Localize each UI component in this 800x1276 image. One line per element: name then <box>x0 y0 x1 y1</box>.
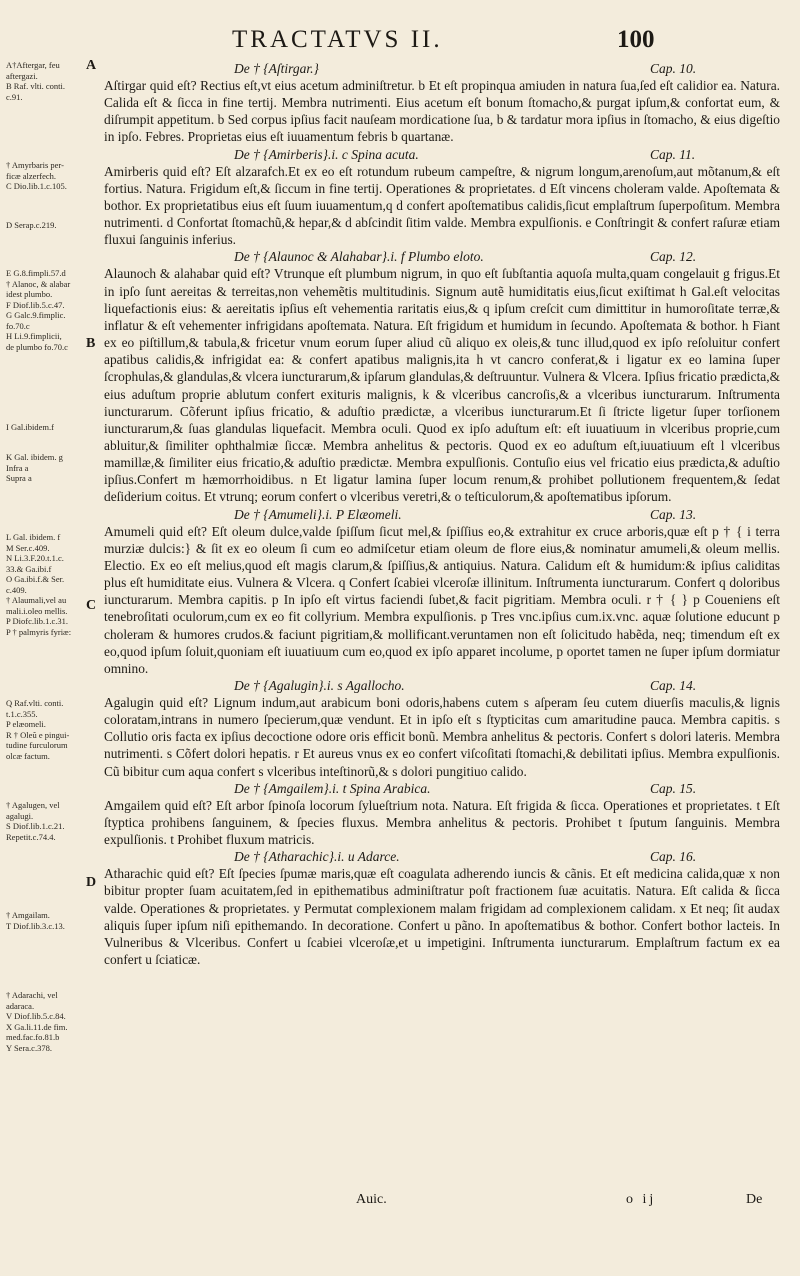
left-margin-notes <box>6 58 97 1210</box>
entry-body: Aſtirgar quid eſt? Rectius eſt,vt eius acetum adminiſtretur. b Et eſt propinqua amiuden in natura ſua,ſed eſt calidior ea. Natura. Calida eſt & ſicca in fine tertij. Membra nutrimenti. Eius acetum eſt bonum ſtomacho,& purgat ipſum,& confortat eum, & diſrumpit appetitum. b Sed corpus ipſius facit nauſeam mordicatione ſua, b & tardatur mora ipſius in ſtomacho, & eius digeſtio in ipſo. Febres. Proprietas eius eſt iuuamentum febris b quartanæ. <box>104 78 780 145</box>
entry-heading <box>104 248 780 265</box>
chapter-number: Cap. 16. <box>650 849 697 865</box>
catchword: Auic. <box>356 1192 387 1207</box>
margin-note: E G.8.fimpli.57.d † Alanoc, & alabar idest plumbo. F Diof.lib.5.c.47. G Galc.9.fimplic. fo.70.c H Li.9.fimplicii, de plumbo fo.70.c <box>6 268 71 352</box>
margin-note: L Gal. ibidem. f M Ser.c.409. N Li.3.F.20.t.1.c. 33.& Ga.ibi.f O Ga.ibi.f.& Ser. c.409. † Alaumali,vel au mali.i.oleo mellis. P Diofc.lib.1.c.31. P † palmyris fyriæ: <box>6 532 72 637</box>
margin-note: I Gal.ibidem.f <box>6 422 54 432</box>
entry-amirberis <box>104 146 780 249</box>
folio-number: 100 <box>617 26 655 53</box>
chapter-number: Cap. 10. <box>650 61 697 76</box>
entry-atharachic <box>104 848 780 968</box>
entry-body: Amirberis quid eſt? Eſt alzarafch.Et ex eo eſt rotundum rubeum campeſtre, & nigrum longum,arenoſum,aut mõtanum,& eſt fortius. Natura. Frigidum eſt,& ſiccum in fine tertij. Operationes & proprietates. d Eſt vincens choleram valde. Apoſtemata & bothor. Ex proprietatibus eius eſt ſuum iuuamentum,q d confert apoſtematibus calidis,ſicut emplaſtrum ſuperpoſitum. Membra nutrimenti. d Confortat ſtomachũ,& hepar,& d abſcindit ſitim valde. Membra expulſionis. e Conſtringit & confert raſuræ etiam fluxui ſanguinis inferius. <box>104 163 780 248</box>
entry-title: De † {Aſtirgar.} <box>234 61 319 76</box>
signature-mark: o ij <box>626 1192 657 1207</box>
entry-body: Agalugin quid eſt? Lignum indum,aut arabicum boni odoris,habens cutem s aſperam ſeu cutem diuerſis maculis,& lignis coloratam,intrans in numero ſpecierum,quæ vendunt. Et in ipſo eſt s ſtypticitas cum amaritudine pauca. Membra capitis. s Collutio oris facta ex ipſius decoctione odore oris efficit bonũ. Membra anhelitus & pectoris. Confert s dolori lateris. Membra nutrimenti. s Cõfert dolori hepatis. r Et aureus vnus ex eo confert viſcoſitati ſtomachi,& debilitati ipſius. Membra expulſionis. Cũ bibitur cum aqua confert s vlceribus inteſtinorũ,& s dolori pungitiuo calido. <box>104 695 780 779</box>
entry-heading <box>104 780 780 797</box>
catchword-right: De <box>746 1192 763 1207</box>
margin-letter-a: A <box>86 58 97 73</box>
entry-body: Atharachic quid eſt? Eſt ſpecies ſpumæ maris,quæ eſt coagulata adherendo iuncis & cãnis. Et eſt medicina calida,quæ x non bibitur propter ſuam acuitatem,ſed in epithematibus adminiſtratur poſt fractionem ſuæ acuitatis. Natura. Eſt calida & ſicca valde. Operationes & proprietates. y Permutat complexionem malam frigidam ad complexionem calidam. x Et neq; ſit audax aliquis ſuper ipſum niſi epithemando. In decoratione. Confert u pãno. In apoſtematibus & bothor. Confert bothor lacteis. In Vulneribus & Vlceribus. Confert u ſcabiei vlceroſæ,et u impetigini. Inſtrumenta iuncturarum. Emplaſtrum factum ex ea confert u ſciaticæ. <box>104 866 780 968</box>
margin-note: D Serap.c.219. <box>6 220 57 230</box>
page-footer <box>0 1192 800 1212</box>
chapter-number: Cap. 15. <box>650 780 697 796</box>
entry-amumeli <box>104 506 780 677</box>
margin-note: † Adarachi, vel adaraca. V Diof.lib.5.c.84. X Ga.li.11.de fim. med.fac.fo.81.b Y Sera.c.378. <box>6 990 68 1053</box>
main-text-column <box>104 60 780 968</box>
chapter-number: Cap. 13. <box>650 506 697 522</box>
entry-astirgar <box>104 60 780 146</box>
margin-note: † Amyrbaris per- ficæ alzerfech. C Dio.lib.1.c.105. <box>6 160 67 191</box>
entry-heading <box>104 677 780 694</box>
entry-alaunoc <box>104 248 780 505</box>
chapter-number: Cap. 11. <box>650 146 696 162</box>
margin-note: † Amgailam. T Diof.lib.3.c.13. <box>6 910 65 931</box>
running-header <box>0 26 800 60</box>
chapter-number: Cap. 12. <box>650 249 697 265</box>
margin-note: A†Aftergar, feu aftergazi. B Raf. vlti. conti. c.91. <box>6 60 66 102</box>
entry-title: De † {Amumeli}.i. P Elæomeli. <box>234 506 402 522</box>
chapter-number: Cap. 14. <box>650 678 697 693</box>
margin-letter-b: B <box>86 336 96 351</box>
entry-title: De † {Amgailem}.i. t Spina Arabica. <box>234 780 431 796</box>
entry-heading <box>104 146 780 163</box>
margin-letter-d: D <box>86 875 97 890</box>
running-title: TRACTATVS II. <box>232 26 443 53</box>
margin-note: K Gal. ibidem. g Infra a Supra a <box>6 452 63 483</box>
entry-title: De † {Agalugin}.i. s Agallocho. <box>234 678 405 693</box>
entry-agalugin <box>104 677 780 780</box>
margin-note: † Agalugen, vel agalugi. S Diof.lib.1.c.21. Repetit.c.74.4. <box>6 800 65 842</box>
margin-note: Q Raf.vlti. conti. t.1.c.355. P elæomeli. R † Oleũ e pingui- tudine furculorum olcæ factum. <box>6 698 70 761</box>
entry-title: De † {Atharachic}.i. u Adarce. <box>234 849 400 865</box>
entry-heading <box>104 506 780 523</box>
entry-amgailem <box>104 780 780 848</box>
entry-body: Amumeli quid eſt? Eſt oleum dulce,valde ſpiſſum ſicut mel,& ſpiſſius eo,& extrahitur ex cruce arboris,quæ eſt p † { i terra murziæ dulcis:} & ſit ex eo oleum ſi cum eo admiſcetur etiam oleum de flore eius,& nominatur amumeli,& oleum mellis. Electio. Ex eo eſt melius,quod eſt magis clarum,& ſpiſſius,& antiquius. Natura. Calidum eſt & humidum:& ipſius caliditas plus eſt humiditate eius. Vulnera & Vlcera. q Confert ſcabiei vlceroſæ illinitum. Inſtrumenta iuncturarum. Confert q doloribus iuncturarum. Membra capitis. p In ipſo eſt virtus faciendi ſubet,& facit pigritiam. Membra oculi. r † { } p Coueniens eſt tenebroſitati oculorum,cum ex eo fit collyrium. Membra expulſionis. p Tres vnc.ipſius cum.ix.vnc. aquæ ſolutione educunt p choleram & humores crudos.& faciunt pigritiam,& mollificant.veruntamen non eſt ſolicitudo habẽda, neq; timendum eſt ex eo,quod ipſum ſoluit,quoniam eſt iuuatiuum cum eo,quod ex ipſo apparet incolume, p oportet tamen ne ſuper ipſum dormiatur omnino. <box>104 523 780 676</box>
entry-body: Amgailem quid eſt? Eſt arbor ſpinoſa locorum ſylueſtrium nota. Natura. Eſt frigida & ſicca. Operationes et proprietates. t Eſt ſtyptica prohibens ſanguinem, & ſpecies fluxus. Membra anhelitus & pectoris. Prohibet t ſputum ſanguinis. Membra expulſionis. t Prohibet fluxum matricis. <box>104 797 780 848</box>
entry-heading <box>104 848 780 865</box>
entry-title: De † {Amirberis}.i. c Spina acuta. <box>234 146 419 162</box>
margin-letter-c: C <box>86 598 97 613</box>
entry-body: Alaunoch & alahabar quid eſt? Vtrunque eſt plumbum nigrum, in quo eſt ſubſtantia aquoſa multa,quam congelauit g frigus.Et in ipſo ſunt aereitas & terreitas,non vehemẽtis multitudinis. Signum autẽ humiditatis eius,ſicut exiſtimat h Gal.eſt velocitas liquefactionis eius: & aereitatis ipſius eſt vehementia raritatis eius,& q ipſum creſcit cum dimittitur in humoroſitate terræ,& inflatur & eſt vehementer infrigidans apoſtemata. Natura. Eſt frigidum et humidum in ſecundo. Apoſtemata & bothor. h Fiant ex eo piſtillum,& tabula,& fricetur vnum eorum ſuper aliud cũ aliquo ex oleis,& tunc illud,quod ex ipſo reſoluitur confert apatibus calidis,& infrigidat ea: & confert apatibus malignis,ita h vt cancro conferat,& i ligatur ex eo lamina ſuper ſcrophulas,& glandulas,& vlcera iuncturarum,& ipſarum glandulas,& deſtruuntur. Vulnera & Vlcera. Ipſius fricatio prædicta,& eius aduſtum proprie ablutum confert exituris malignis, k & vlceribus cancroſis,& a vlceribus iuncturarum. Inſtrumenta iuncturarum. Cõferunt ipſius fricatio, & aduſtio prædictæ, a vlceribus iuncturarum.Et ſi ſtricte ligetur ſuper torſionem iuncturarum,& ſuas glandulas liquefacit. Membra oculi. Quod ex ipſo aduſtum eſt: eſt iuuatiuum in vlceribus proprie,cum abluitur,& ſimiliter ophthalmiæ ſiccæ. Membra anhelitus & pectoris. Quod ex eo aduſtum eſt,iuuatiuum eſt l vlceribus mamillæ,& ſimiliter eius fricatio,& aduſtio prædictæ. Membra expulſionis. Contuſio eius vel fricatio eius prædicta,& aduſtio ipſius.Confert m hæmorrhoidibus. n Et ligatur lamina ſuper locum renum,& prohibet pollutionem frequentem,& ſedat deſiderium coitus. Et vtrunq; eorum confert o vlceribus veretri,& o teſticulorum,& apoſtematibus ipſorum. <box>104 266 780 505</box>
entry-heading <box>104 60 780 77</box>
entry-title: De † {Alaunoc & Alahabar}.i. f Plumbo eloto. <box>234 249 484 265</box>
